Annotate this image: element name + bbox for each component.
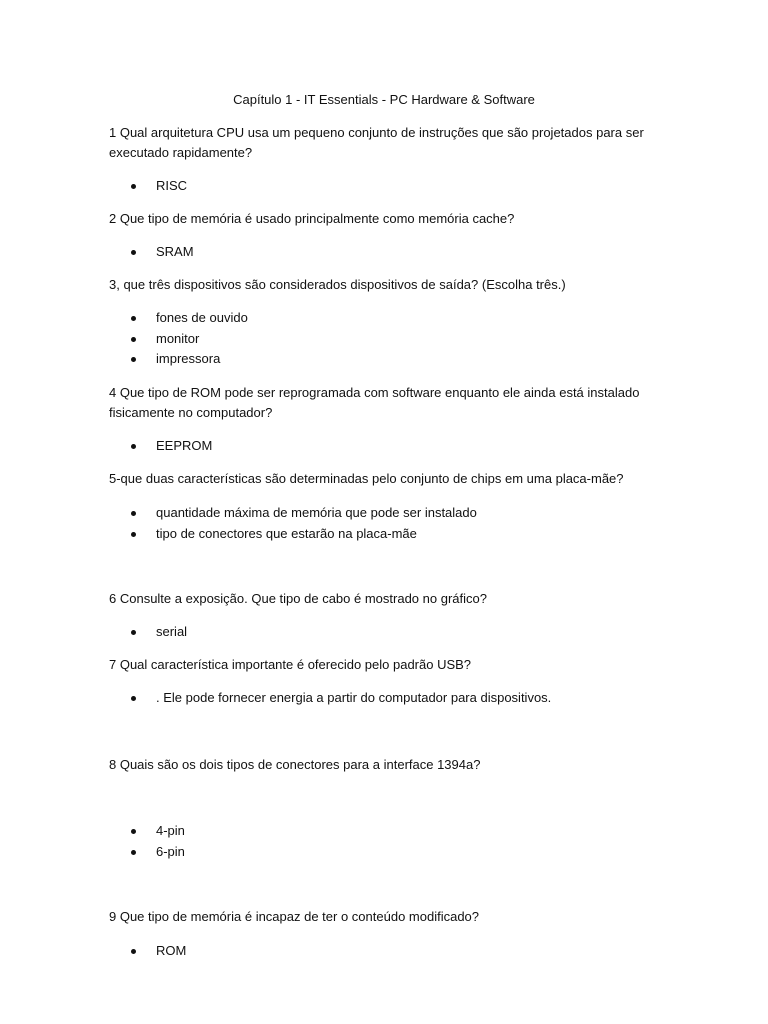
bullet-icon <box>131 184 136 189</box>
bullet-icon <box>131 250 136 255</box>
bullet-icon <box>131 630 136 635</box>
bullet-icon <box>131 532 136 537</box>
answer-list-2 <box>130 242 194 263</box>
answer-item: tipo de conectores que estarão na placa-mãe <box>130 524 477 545</box>
answer-item: 4-pin <box>130 821 185 842</box>
document-title: Capítulo 1 - IT Essentials - PC Hardware & Software <box>233 92 535 107</box>
answer-item: RISC <box>130 176 187 197</box>
answer-item: fones de ouvido <box>130 308 248 329</box>
answer-item: SRAM <box>130 242 194 263</box>
question-7: 7 Qual característica importante é oferecido pelo padrão USB? <box>109 657 472 672</box>
bullet-icon <box>131 696 136 701</box>
bullet-icon <box>131 316 136 321</box>
bullet-icon <box>131 511 136 516</box>
answer-item: ROM <box>130 941 186 962</box>
question-9: 9 Que tipo de memória é incapaz de ter o conteúdo modificado? <box>109 909 480 924</box>
bullet-icon <box>131 357 136 362</box>
answer-item: quantidade máxima de memória que pode ser instalado <box>130 503 477 524</box>
bullet-icon <box>131 850 136 855</box>
bullet-icon <box>131 444 136 449</box>
answer-list-1 <box>130 176 187 197</box>
question-1: 1 Qual arquitetura CPU usa um pequeno conjunto de instruções que são projetados para ser executado rapidamente? <box>109 125 644 160</box>
question-8: 8 Quais são os dois tipos de conectores para a interface 1394a? <box>109 757 481 772</box>
answer-list-4 <box>130 436 212 457</box>
answer-list-6 <box>130 622 187 643</box>
answer-item: 6-pin <box>130 842 185 863</box>
question-2: 2 Que tipo de memória é usado principalmente como memória cache? <box>109 211 515 226</box>
bullet-icon <box>131 337 136 342</box>
question-3: 3, que três dispositivos são considerados dispositivos de saída? (Escolha três.) <box>109 277 566 292</box>
answer-list-8 <box>130 821 185 862</box>
answer-list-5 <box>130 503 477 544</box>
answer-item: serial <box>130 622 187 643</box>
question-5: 5-que duas características são determinadas pelo conjunto de chips em uma placa-mãe? <box>109 471 624 486</box>
answer-list-7 <box>130 688 551 709</box>
answer-list-9 <box>130 941 186 962</box>
answer-item: monitor <box>130 329 248 350</box>
answer-item: . Ele pode fornecer energia a partir do computador para dispositivos. <box>130 688 551 709</box>
bullet-icon <box>131 829 136 834</box>
answer-item: impressora <box>130 349 248 370</box>
bullet-icon <box>131 949 136 954</box>
question-4: 4 Que tipo de ROM pode ser reprogramada com software enquanto ele ainda está instalado fisicamente no computador? <box>109 385 640 420</box>
answer-list-3 <box>130 308 248 370</box>
answer-item: EEPROM <box>130 436 212 457</box>
question-6: 6 Consulte a exposição. Que tipo de cabo é mostrado no gráfico? <box>109 591 487 606</box>
